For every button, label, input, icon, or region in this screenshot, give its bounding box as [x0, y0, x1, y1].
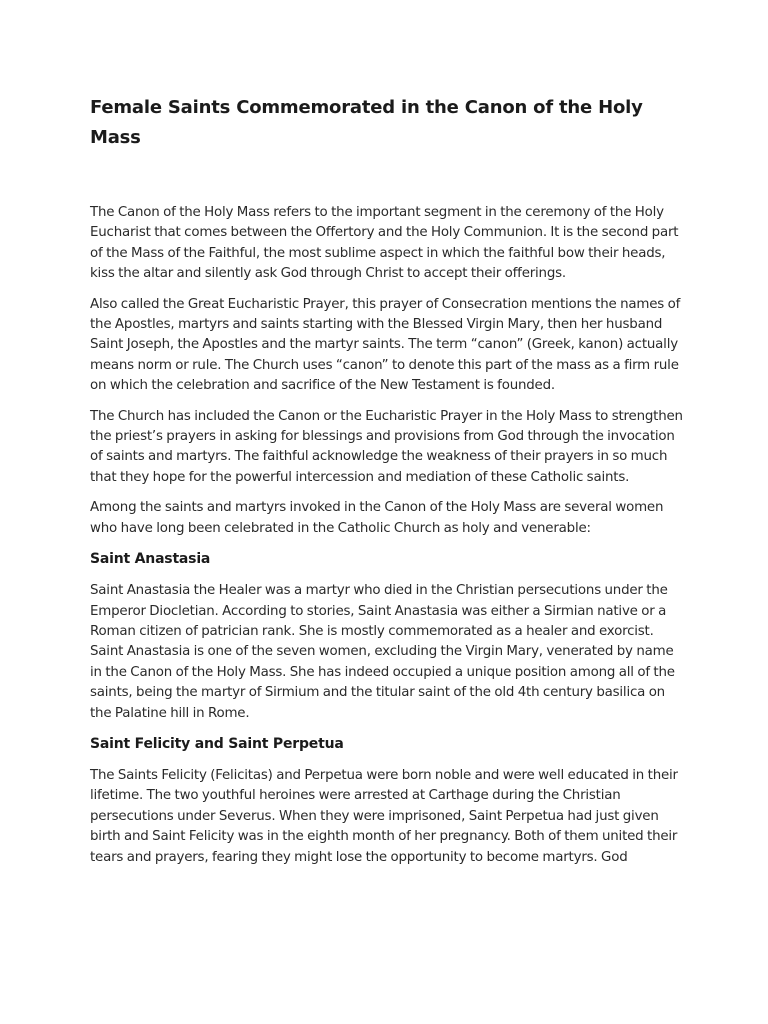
section-saint-anastasia	[90, 549, 684, 724]
document-page	[90, 93, 684, 878]
intro-paragraph-3: The Church has included the Canon or the Eucharistic Prayer in the Holy Mass to strengthen the priest’s prayers in asking for blessings and provisions from God through the invocation of saints and martyrs. The faithful acknowledge the weakness of their prayers in so much that they hope for the powerful intercession and mediation of these Catholic saints.	[90, 408, 683, 485]
document-title: Female Saints Commemorated in the Canon of the Holy Mass	[90, 97, 643, 148]
section-body: Saint Anastasia the Healer was a martyr who died in the Christian persecutions under the Emperor Diocletian. According to stories, Saint Anastasia was either a Sirmian native or a Roman citizen of patrician rank. She is mostly commemorated as a healer and exorcist. Saint Anastasia is one of the seven women, excluding the Virgin Mary, venerated by name in the Canon of the Holy Mass. She has indeed occupied a unique position among all of the saints, being the martyr of Sirmium and the titular saint of the old 4th century basilica on the Palatine hill in Rome.	[90, 583, 675, 721]
intro-paragraph-1: The Canon of the Holy Mass refers to the important segment in the ceremony of the Holy Eucharist that comes between the Offertory and the Holy Communion. It is the second part of the Mass of the Faithful, the most sublime aspect in which the faithful bow their heads, kiss the altar and silently ask God through Christ to accept their offerings.	[90, 205, 679, 282]
intro-paragraph-2: Also called the Great Eucharistic Prayer, this prayer of Consecration mentions the names of the Apostles, martyrs and saints starting with the Blessed Virgin Mary, then her husband Saint Joseph, the Apostles and the martyr saints. The term “canon” (Greek, kanon) actually means norm or rule. The Church uses “canon” to denote this part of the mass as a firm rule on which the celebration and sacrifice of the New Testament is founded.	[90, 296, 681, 394]
intro-paragraph-4: Among the saints and martyrs invoked in the Canon of the Holy Mass are several women who have long been celebrated in the Catholic Church as holy and venerable:	[90, 500, 664, 536]
section-body: The Saints Felicity (Felicitas) and Perpetua were born noble and were well educated in their lifetime. The two youthful heroines were arrested at Carthage during the Christian persecutions under Severus. When they were imprisoned, Saint Perpetua had just given birth and Saint Felicity was in the eighth month of her pregnancy. Both of them united their tears and prayers, fearing they might lose the opportunity to become martyrs. God	[90, 767, 678, 865]
section-saint-felicity-and-perpetua	[90, 734, 684, 868]
section-heading: Saint Felicity and Saint Perpetua	[90, 735, 344, 752]
section-heading: Saint Anastasia	[90, 551, 211, 568]
